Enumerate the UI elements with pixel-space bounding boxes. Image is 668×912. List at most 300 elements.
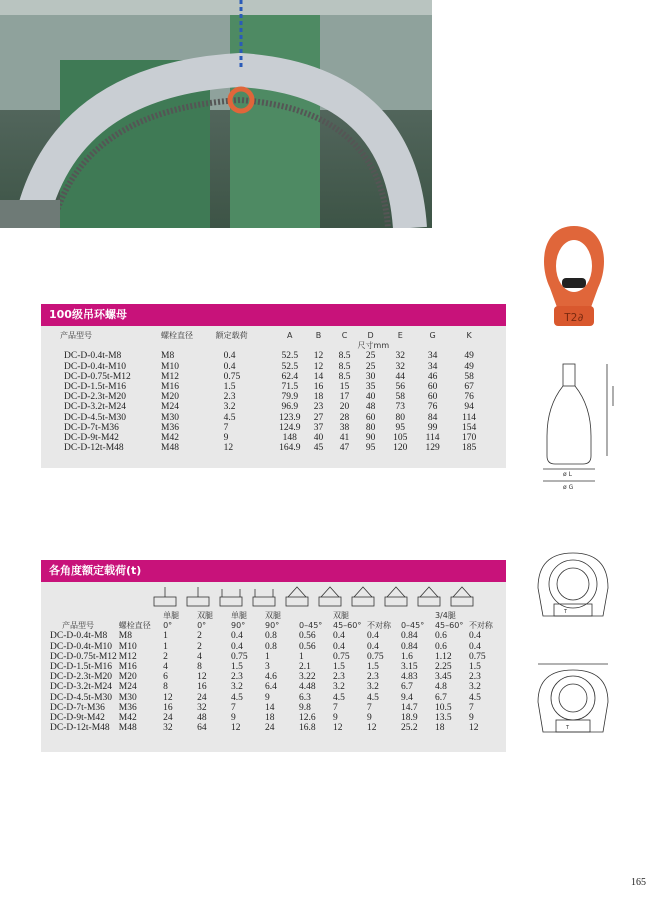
value-cell: 164.9 [279, 443, 301, 454]
value-cell: 16 [313, 382, 324, 393]
value-cell: 10.5 [434, 702, 452, 713]
value-cell: 4.5 [333, 692, 345, 703]
table2 [50, 611, 500, 733]
value-cell: 6.3 [299, 692, 311, 703]
table-row [50, 413, 490, 423]
value-cell: 2 [197, 641, 202, 652]
eye-nut-side-drawing [525, 356, 625, 495]
sling-load-icon [451, 597, 473, 606]
value-cell: 170 [461, 433, 477, 444]
value-cell: 1.12 [434, 651, 452, 662]
h2-c1b: 0° [163, 621, 173, 631]
drawing-label-t2: T [566, 725, 570, 731]
model-cell: DC-D-7t-M36 [64, 422, 119, 433]
value-cell: 14.7 [400, 702, 418, 713]
value-cell: 7 [366, 702, 372, 713]
table-row [50, 402, 490, 412]
value-cell: 0.4 [468, 631, 481, 642]
model-cell: DC-D-1.5t-M16 [50, 662, 113, 673]
value-cell: 13.5 [434, 713, 452, 724]
h2-c9: 3/4腿 [434, 611, 456, 620]
sling-load-icon [154, 597, 176, 606]
value-cell: 129 [425, 443, 440, 454]
value-cell: 73 [395, 402, 406, 413]
value-cell: 62.4 [281, 371, 299, 382]
sling-load-icon [319, 597, 341, 606]
value-cell: M8 [161, 351, 175, 362]
value-cell: 148 [282, 433, 297, 444]
value-cell: 35 [365, 382, 376, 393]
value-cell: 64 [197, 723, 207, 734]
stamp-text: T2∂ [564, 311, 584, 324]
table-row [50, 723, 500, 733]
value-cell: 6.4 [265, 682, 277, 693]
value-cell: 105 [393, 433, 408, 444]
model-cell: DC-D-3.2t-M24 [64, 402, 127, 413]
value-cell: 4 [197, 651, 202, 662]
h2-model: 产品型号 [62, 621, 94, 631]
value-cell: 4.48 [299, 682, 316, 693]
sling-line-icon [255, 589, 273, 597]
h2-c9b: 45–60° [434, 621, 464, 631]
header-G: G [429, 331, 436, 340]
value-cell: 4 [163, 662, 168, 673]
value-cell: 44 [395, 371, 406, 382]
value-cell: 27 [313, 412, 324, 423]
h2-bolt: 螺栓直径 [118, 621, 151, 631]
value-cell: 4.5 [231, 692, 243, 703]
value-cell: M24 [118, 682, 137, 693]
model-cell: DC-D-0.4t-M10 [50, 641, 113, 652]
sling-icons [150, 585, 490, 609]
model-cell: DC-D-12t-M48 [50, 723, 110, 734]
value-cell: M8 [118, 631, 132, 642]
value-cell: 46 [427, 371, 438, 382]
dim-label-2: ø G [563, 484, 574, 491]
section-title-2 [41, 560, 506, 582]
model-cell: DC-D-0.4t-M8 [64, 351, 122, 362]
value-cell: 3 [265, 662, 270, 673]
sling-load-icon [418, 597, 440, 606]
value-cell: 48 [365, 402, 376, 413]
value-cell: 0.6 [434, 641, 447, 652]
value-cell: 1.5 [468, 662, 481, 673]
table2-header-row-2 [50, 621, 500, 631]
value-cell: 12 [163, 692, 173, 703]
value-cell: 60 [427, 382, 438, 393]
h2-c10: 不对称 [468, 621, 493, 631]
value-cell: 9 [333, 713, 338, 724]
model-cell: DC-D-12t-M48 [64, 443, 124, 454]
h2-c6: 双腿 [333, 611, 349, 620]
table2-body [50, 631, 500, 733]
value-cell: M16 [161, 382, 179, 393]
value-cell: 15 [339, 382, 350, 393]
value-cell: 1.5 [231, 662, 243, 673]
h2-c2b: 0° [197, 621, 207, 631]
model-cell: DC-D-1.5t-M16 [64, 382, 127, 393]
model-cell: DC-D-7t-M36 [50, 702, 105, 713]
table-row [50, 382, 490, 392]
value-cell: 32 [395, 361, 406, 372]
value-cell: 16 [197, 682, 207, 693]
value-cell: 3.2 [333, 682, 345, 693]
value-cell: 0.4 [333, 631, 345, 642]
value-cell: M48 [118, 723, 137, 734]
eye-nut-front-drawing-2 [528, 656, 618, 745]
value-cell: 52.5 [281, 351, 299, 362]
model-cell: DC-D-9t-M42 [50, 713, 105, 724]
value-cell: 0.4 [223, 351, 236, 362]
table-row [50, 423, 490, 433]
value-cell: 9 [231, 713, 236, 724]
value-cell: 9.4 [400, 692, 413, 703]
value-cell: 0.8 [265, 641, 277, 652]
value-cell: 76 [427, 402, 438, 413]
h2-c6b: 45–60° [333, 621, 362, 631]
value-cell: 24 [197, 692, 207, 703]
value-cell: 95 [365, 443, 376, 454]
value-cell: 0.75 [223, 371, 241, 382]
value-cell: 60 [365, 412, 376, 423]
value-cell: 18 [313, 392, 324, 403]
value-cell: 3.15 [400, 662, 418, 673]
sling-line-icon [453, 587, 471, 597]
value-cell: 124.9 [279, 422, 301, 433]
value-cell: 45 [313, 443, 324, 454]
table-row [50, 351, 490, 361]
value-cell: 12 [366, 723, 377, 734]
value-cell: 8 [163, 682, 168, 693]
value-cell: 30 [365, 371, 376, 382]
value-cell: 28 [339, 412, 350, 423]
table-row [50, 443, 490, 453]
value-cell: 6.7 [434, 692, 447, 703]
header-unit: 尺寸mm [357, 341, 390, 351]
value-cell: 7 [231, 702, 236, 713]
table1-body [50, 351, 490, 453]
value-cell: M20 [118, 672, 137, 683]
header-A: A [287, 331, 293, 340]
header-load: 额定载荷 [215, 331, 248, 340]
value-cell: 4.5 [468, 692, 481, 703]
value-cell: M42 [161, 433, 179, 444]
sling-line-icon [354, 587, 372, 597]
model-cell: DC-D-0.4t-M8 [50, 631, 108, 642]
value-cell: 0.4 [333, 641, 345, 652]
value-cell: 8.5 [338, 361, 351, 372]
value-cell: 80 [395, 412, 406, 423]
value-cell: 32 [163, 723, 173, 734]
sling-line-icon [321, 587, 339, 597]
value-cell: M20 [161, 392, 179, 403]
value-cell: 71.5 [281, 382, 299, 393]
page-number: 165 [631, 877, 646, 888]
value-cell: 12 [313, 351, 324, 362]
value-cell: 3.2 [366, 682, 379, 693]
value-cell: 4.83 [400, 672, 418, 683]
value-cell: 0.4 [366, 631, 379, 642]
value-cell: 58 [464, 371, 474, 382]
value-cell: 154 [461, 422, 477, 433]
value-cell: 38 [339, 422, 350, 433]
value-cell: 8.5 [338, 351, 351, 362]
value-cell: 18 [265, 713, 275, 724]
value-cell: 25 [365, 361, 376, 372]
value-cell: 14 [265, 702, 275, 713]
value-cell: M36 [161, 422, 179, 433]
table-row [50, 631, 500, 641]
value-cell: M10 [118, 641, 137, 652]
value-cell: 37 [313, 422, 324, 433]
value-cell: 32 [197, 702, 207, 713]
value-cell: 0.75 [468, 651, 486, 662]
model-cell: DC-D-4.5t-M30 [64, 412, 127, 423]
value-cell: 16 [163, 702, 173, 713]
sling-load-icon [385, 597, 407, 606]
dim-label-1: ø L [563, 471, 572, 478]
value-cell: 0.4 [231, 631, 243, 642]
sling-line-icon [420, 587, 438, 597]
value-cell: 1 [163, 631, 168, 642]
value-cell: 24 [163, 713, 173, 724]
header-E: E [397, 331, 403, 340]
value-cell: 9 [265, 692, 270, 703]
value-cell: 4.6 [265, 672, 277, 683]
model-cell: DC-D-0.4t-M10 [64, 361, 127, 372]
value-cell: 99 [427, 422, 438, 433]
value-cell: 6 [163, 672, 168, 683]
value-cell: 56 [395, 382, 406, 393]
table2-header-row-1 [50, 611, 500, 621]
value-cell: 16.8 [299, 723, 316, 734]
value-cell: 9 [223, 433, 229, 444]
value-cell: 1 [265, 651, 270, 662]
value-cell: 0.6 [434, 631, 447, 642]
table-row [50, 693, 500, 703]
value-cell: M42 [118, 713, 137, 724]
value-cell: 14 [313, 371, 324, 382]
value-cell: 3.22 [299, 672, 316, 683]
value-cell: M24 [161, 402, 179, 413]
value-cell: 3.2 [223, 402, 236, 413]
value-cell: 2.3 [223, 392, 236, 403]
h2-c4b: 90° [265, 621, 280, 631]
value-cell: M36 [118, 702, 137, 713]
value-cell: 76 [464, 392, 474, 403]
value-cell: 4.8 [434, 682, 447, 693]
value-cell: 40 [313, 433, 324, 444]
model-cell: DC-D-9t-M42 [64, 433, 119, 444]
value-cell: 34 [427, 351, 438, 362]
value-cell: 48 [197, 713, 207, 724]
value-cell: 3.45 [434, 672, 452, 683]
value-cell: 1.5 [366, 662, 379, 673]
value-cell: 67 [464, 382, 474, 393]
h2-c3: 单腿 [231, 611, 248, 620]
value-cell: 12 [468, 723, 479, 734]
value-cell: 12 [313, 361, 324, 372]
table-row [50, 362, 490, 372]
value-cell: 3.2 [231, 682, 243, 693]
value-cell: 25 [365, 351, 376, 362]
value-cell: 1 [163, 641, 168, 652]
value-cell: 23 [313, 402, 324, 413]
value-cell: M12 [161, 371, 179, 382]
h2-c1: 单腿 [163, 611, 180, 620]
value-cell: 0.56 [299, 641, 316, 652]
section-title-1 [41, 304, 506, 326]
h2-c2: 双腿 [197, 611, 214, 620]
value-cell: 24 [265, 723, 275, 734]
value-cell: 1 [299, 651, 304, 662]
table1-header-row [50, 331, 490, 341]
h2-c3b: 90° [231, 621, 246, 631]
value-cell: 0.4 [223, 361, 236, 372]
value-cell: 40 [365, 392, 376, 403]
value-cell: 2.3 [366, 672, 379, 683]
model-cell: DC-D-0.75t-M12 [64, 371, 131, 382]
value-cell: 2.3 [231, 672, 243, 683]
h2-c8: 0–45° [400, 621, 425, 631]
value-cell: 114 [425, 433, 440, 444]
sling-load-icon [352, 597, 374, 606]
value-cell: 12 [197, 672, 207, 683]
sling-line-icon [288, 587, 306, 597]
value-cell: M30 [161, 412, 179, 423]
value-cell: 0.75 [231, 651, 248, 662]
table-row [50, 652, 500, 662]
value-cell: 94 [464, 402, 474, 413]
value-cell: 0.75 [333, 651, 350, 662]
value-cell: 2.3 [468, 672, 481, 683]
value-cell: 25.2 [400, 723, 418, 734]
value-cell: 18 [434, 723, 445, 734]
h2-c4: 双腿 [265, 611, 282, 620]
value-cell: 12.6 [299, 713, 316, 724]
value-cell: 20 [339, 402, 350, 413]
model-cell: DC-D-2.3t-M20 [64, 392, 127, 403]
value-cell: 41 [339, 433, 350, 444]
sling-load-icon [187, 597, 209, 606]
value-cell: 0.4 [366, 641, 379, 652]
value-cell: 0.4 [468, 641, 481, 652]
value-cell: 185 [461, 443, 477, 454]
value-cell: 95 [395, 422, 406, 433]
table-row [50, 433, 490, 443]
value-cell: 84 [427, 412, 438, 423]
value-cell: 0.56 [299, 631, 316, 642]
value-cell: 4.5 [366, 692, 379, 703]
value-cell: 96.9 [281, 402, 299, 413]
sling-load-icon [286, 597, 308, 606]
value-cell: 0.8 [265, 631, 277, 642]
h2-c7: 不对称 [366, 621, 391, 631]
value-cell: 12 [333, 723, 343, 734]
table-row [50, 713, 500, 723]
table-row [50, 682, 500, 692]
value-cell: 49 [464, 361, 474, 372]
value-cell: M10 [161, 361, 179, 372]
value-cell: 0.84 [400, 641, 418, 652]
model-cell: DC-D-0.75t-M12 [50, 651, 117, 662]
value-cell: 9.8 [299, 702, 311, 713]
value-cell: 7 [333, 702, 338, 713]
header-model: 产品型号 [60, 331, 92, 340]
section-title-text-2: 各角度额定载荷(t) [49, 564, 142, 577]
value-cell: 4.5 [223, 412, 236, 423]
product-photo [0, 0, 432, 228]
value-cell: 114 [462, 412, 477, 423]
value-cell: 80 [365, 422, 376, 433]
value-cell: 8.5 [338, 371, 351, 382]
model-cell: DC-D-4.5t-M30 [50, 692, 113, 703]
value-cell: 8 [197, 662, 202, 673]
value-cell: 1.6 [400, 651, 413, 662]
table-row [50, 703, 500, 713]
value-cell: 2.1 [299, 662, 311, 673]
value-cell: 12 [231, 723, 241, 734]
sling-line-icon [387, 587, 405, 597]
header-C: C [341, 331, 348, 340]
value-cell: 47 [339, 443, 350, 454]
value-cell: 32 [395, 351, 406, 362]
value-cell: 2 [163, 651, 168, 662]
h2-c5: 0–45° [299, 621, 323, 631]
eye-nut-image [528, 218, 620, 333]
table-row [50, 392, 490, 402]
value-cell: 1.5 [223, 382, 236, 393]
value-cell: 9 [468, 713, 474, 724]
value-cell: 17 [339, 392, 350, 403]
eye-nut-front-drawing-1 [528, 548, 618, 632]
value-cell: M16 [118, 662, 137, 673]
table1 [50, 331, 490, 453]
value-cell: 90 [365, 433, 376, 444]
value-cell: M30 [118, 692, 137, 703]
model-cell: DC-D-3.2t-M24 [50, 682, 113, 693]
value-cell: 1.5 [333, 662, 345, 673]
table1-unit-row [50, 341, 490, 351]
table-row [50, 662, 500, 672]
value-cell: 3.2 [468, 682, 481, 693]
value-cell: 49 [464, 351, 474, 362]
sling-load-icon [253, 597, 275, 606]
sling-line-icon [222, 589, 240, 597]
header-B: B [315, 331, 322, 340]
value-cell: 0.75 [366, 651, 384, 662]
value-cell: 18.9 [400, 713, 418, 724]
table-row [50, 642, 500, 652]
table-row [50, 672, 500, 682]
value-cell: 12 [223, 443, 234, 454]
value-cell: M48 [161, 443, 179, 454]
value-cell: 6.7 [400, 682, 413, 693]
value-cell: 60 [427, 392, 438, 403]
header-D: D [367, 331, 374, 340]
model-cell: DC-D-2.3t-M20 [50, 672, 113, 683]
value-cell: 34 [427, 361, 438, 372]
value-cell: 7 [468, 702, 474, 713]
value-cell: 120 [393, 443, 408, 454]
value-cell: 2.25 [434, 662, 452, 673]
drawing-label-t1: T [564, 609, 568, 615]
value-cell: 7 [223, 422, 229, 433]
sling-load-icon [220, 597, 242, 606]
value-cell: 0.84 [400, 631, 418, 642]
table-row [50, 372, 490, 382]
value-cell: M12 [118, 651, 137, 662]
